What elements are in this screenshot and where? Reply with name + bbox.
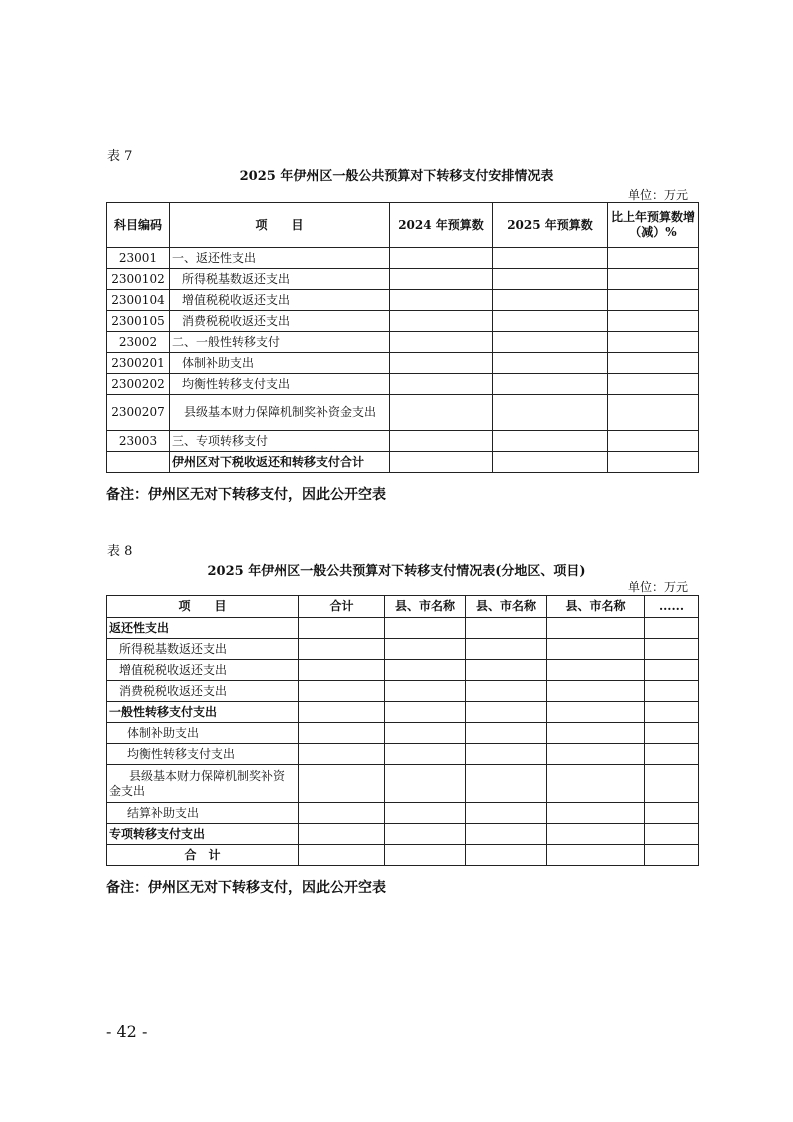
item-cell: 所得税基数返还支出 [107,639,299,660]
table-row [107,660,699,681]
table-row [107,311,699,332]
table7-header-2025: 2025 年预算数 [493,203,608,248]
item-cell: 增值税税收返还支出 [170,290,390,311]
item-cell: 县级基本财力保障机制奖补资金支出 [107,765,299,803]
total-cell: 合 计 [107,845,299,866]
item-cell: 体制补助支出 [107,723,299,744]
item-cell: 一、返还性支出 [170,248,390,269]
code-cell: 2300102 [107,269,170,290]
table-row [107,452,699,473]
item-cell: 二、一般性转移支付 [170,332,390,353]
table7-header-code: 科目编码 [107,203,170,248]
table-row [107,353,699,374]
item-cell: 返还性支出 [107,618,299,639]
item-cell: 消费税税收返还支出 [170,311,390,332]
table7-header-row [107,203,699,248]
table7-label: 表 7 [107,149,133,164]
table-row [107,332,699,353]
table-row [107,248,699,269]
table8-header-more: ...... [645,596,699,618]
table-row [107,803,699,824]
table8-unit: 单位：万元 [628,580,689,594]
code-cell: 2300207 [107,395,170,431]
code-cell: 23001 [107,248,170,269]
table8-header-total: 合计 [299,596,385,618]
item-cell: 结算补助支出 [107,803,299,824]
code-cell: 2300104 [107,290,170,311]
item-cell: 一般性转移支付支出 [107,702,299,723]
total-cell: 伊州区对下税收返还和转移支付合计 [170,452,390,473]
code-cell: 23003 [107,431,170,452]
table-row [107,431,699,452]
table8 [106,595,699,866]
table-row [107,702,699,723]
table8-header-row [107,596,699,618]
code-cell: 2300105 [107,311,170,332]
table7-note: 备注：伊州区无对下转移支付，因此公开空表 [106,487,386,503]
table7-header-item: 项 目 [170,203,390,248]
page-number: - 42 - [106,1022,148,1041]
item-cell: 所得税基数返还支出 [170,269,390,290]
code-cell: 2300202 [107,374,170,395]
item-cell: 县级基本财力保障机制奖补资金支出 [170,395,390,431]
item-cell: 专项转移支付支出 [107,824,299,845]
table8-header-county: 县、市名称 [385,596,466,618]
item-cell: 增值税税收返还支出 [107,660,299,681]
table8-label: 表 8 [107,544,133,559]
table7-unit: 单位：万元 [628,188,689,202]
table8-title: 2025 年伊州区一般公共预算对下转移支付情况表(分地区、项目) [207,564,586,579]
table-row [107,290,699,311]
table-row [107,269,699,290]
table7-title: 2025 年伊州区一般公共预算对下转移支付安排情况表 [239,169,554,184]
code-cell: 2300201 [107,353,170,374]
table-row [107,744,699,765]
table-row [107,765,699,803]
item-cell: 体制补助支出 [170,353,390,374]
table8-header-item: 项 目 [107,596,299,618]
table-row [107,845,699,866]
table-row [107,681,699,702]
table8-header-county: 县、市名称 [466,596,547,618]
item-cell: 均衡性转移支付支出 [107,744,299,765]
table8-header-county: 县、市名称 [547,596,645,618]
item-cell: 均衡性转移支付支出 [170,374,390,395]
table-row [107,395,699,431]
code-cell: 23002 [107,332,170,353]
table-row [107,639,699,660]
table-row [107,824,699,845]
table7-header-change: 比上年预算数增（减）% [608,203,699,248]
table8-note: 备注：伊州区无对下转移支付，因此公开空表 [106,880,386,896]
item-cell: 消费税税收返还支出 [107,681,299,702]
table7-header-2024: 2024 年预算数 [390,203,493,248]
table-row [107,723,699,744]
table-row [107,618,699,639]
table7 [106,202,699,473]
code-cell [107,452,170,473]
item-cell: 三、专项转移支付 [170,431,390,452]
table-row [107,374,699,395]
